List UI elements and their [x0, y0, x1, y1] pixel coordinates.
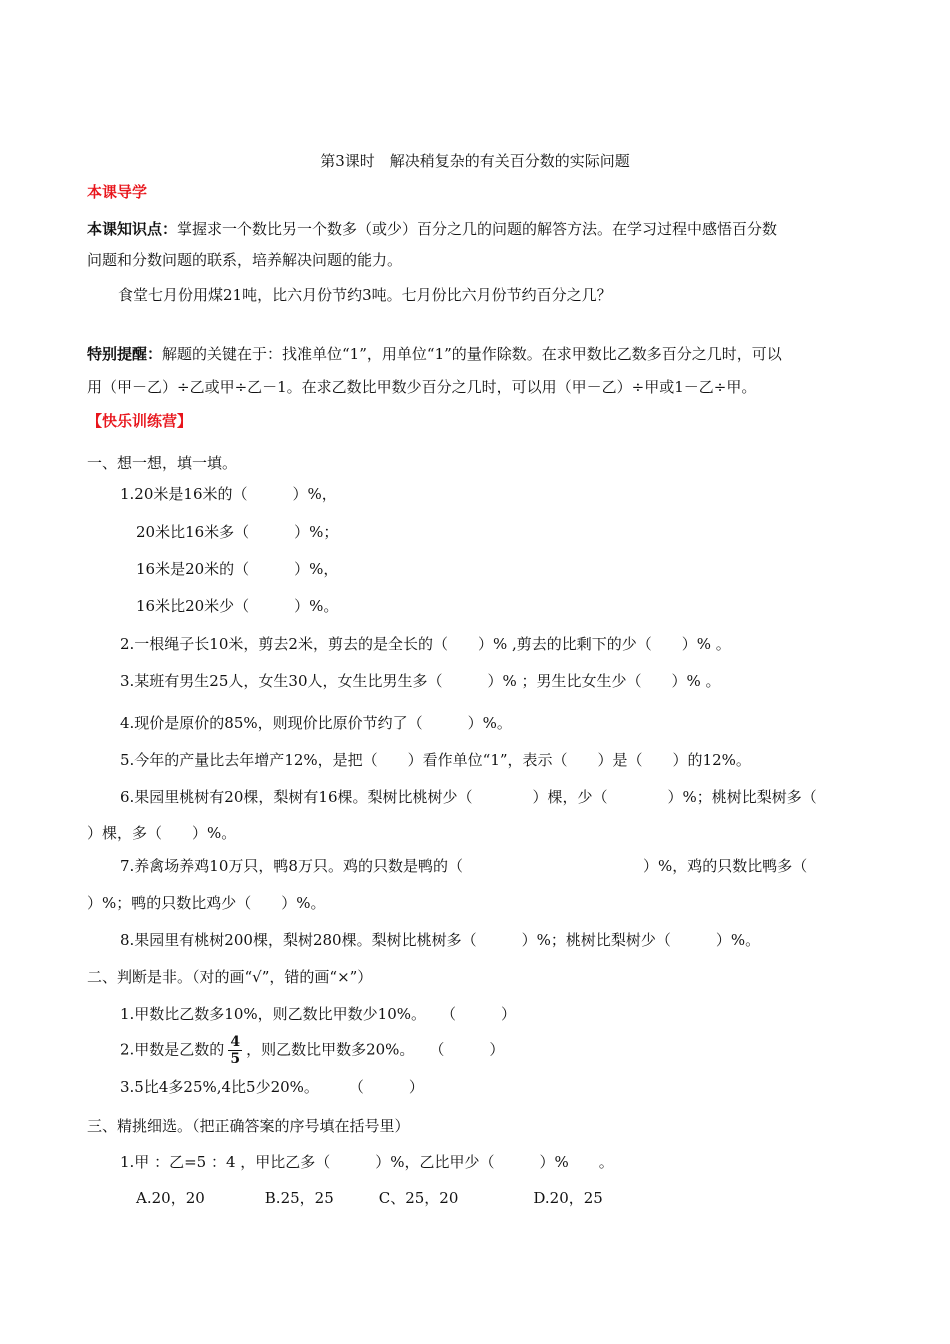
lesson-title: 第3课时 解决稍复杂的有关百分数的实际问题 [320, 152, 630, 170]
s1-q7a: 7.养禽场养鸡10万只，鸭8万只。鸡的只数是鸭的（ ）%，鸡的只数比鸭多（ [120, 857, 808, 875]
s1-q1d: 16米比20米少（ ）%。 [136, 597, 339, 615]
s1-q1c: 16米是20米的（ ）%， [136, 560, 339, 578]
s1-q7b: ）%；鸭的只数比鸡少（ ）%。 [87, 894, 326, 912]
camp-heading: 【快乐训练营】 [87, 412, 193, 430]
section2-heading: 二、判断是非。（对的画“√”，错的画“×”） [87, 968, 373, 986]
knowledge-line-2: 问题和分数问题的联系，培养解决问题的能力。 [87, 251, 403, 269]
s3-q1: 1.甲 ：乙=5 ：4 ，甲比乙多（ ）%，乙比甲少（ ）% 。 [120, 1153, 614, 1171]
example-problem: 食堂七月份用煤21吨，比六月份节约3吨。七月份比六月份节约百分之几？ [118, 286, 612, 304]
s1-q4: 4.现价是原价的85%，则现价比原价节约了（ ）%。 [120, 714, 512, 732]
s1-q8: 8.果园里有桃树200棵，梨树280棵。梨树比桃树多（ ）%；桃树比梨树少（ ）%。 [120, 931, 761, 949]
s1-q1a: 1.20米是16米的（ ）%， [120, 485, 337, 503]
s1-q6a: 6.果园里桃树有20棵，梨树有16棵。梨树比桃树少（ ）棵，少（ ）%；桃树比梨树多（ [120, 788, 817, 806]
s1-q6b: ）棵，多（ ）%。 [87, 824, 237, 842]
section3-heading: 三、精挑细选。（把正确答案的序号填在括号里） [87, 1117, 410, 1135]
fraction-denominator: 5 [230, 1051, 241, 1067]
knowledge-line-1 [87, 219, 777, 239]
reminder-line-1 [87, 344, 782, 364]
fraction-numerator: 4 [230, 1034, 241, 1050]
guide-heading: 本课导学 [87, 183, 148, 201]
s2-q2-suffix: ，则乙数比甲数多20%。 （ ） [246, 1040, 505, 1059]
reminder-line-2: 用（甲－乙）÷乙或甲÷乙－1。在求乙数比甲数少百分之几时，可以用（甲－乙）÷甲或1－乙÷甲。 [87, 378, 757, 396]
s1-q5: 5.今年的产量比去年增产12%，是把（ ）看作单位“1”，表示（ ）是（ ）的12%。 [120, 751, 751, 769]
section1-heading: 一、想一想，填一填。 [87, 454, 238, 472]
fraction-four-fifths [228, 1034, 242, 1067]
reminder-label: 特别提醒： [87, 345, 163, 363]
s2-q2 [120, 1034, 504, 1067]
knowledge-label: 本课知识点： [87, 220, 178, 238]
s2-q3: 3.5比4多25%,4比5少20%。 （ ） [120, 1078, 424, 1096]
knowledge-text-1: 掌握求一个数比另一个数多（或少）百分之几的问题的解答方法。在学习过程中感悟百分数 [177, 220, 778, 238]
s1-q1b: 20米比16米多（ ）%； [136, 523, 339, 541]
s2-q2-prefix: 2.甲数是乙数的 [120, 1040, 225, 1059]
s1-q3: 3.某班有男生25人，女生30人，女生比男生多（ ）% ；男生比女生少（ ）% 。 [120, 672, 721, 690]
s3-q1-options: A.20，20 B.25，25 C、25，20 D.20，25 [136, 1189, 603, 1207]
s2-q1: 1.甲数比乙数多10%，则乙数比甲数少10%。 （ ） [120, 1005, 516, 1023]
s1-q2: 2.一根绳子长10米，剪去2米，剪去的是全长的（ ）% ,剪去的比剩下的少（ ）% 。 [120, 635, 731, 653]
reminder-text-1: 解题的关键在于：找准单位“1”，用单位“1”的量作除数。在求甲数比乙数多百分之几时，可以 [162, 345, 782, 363]
